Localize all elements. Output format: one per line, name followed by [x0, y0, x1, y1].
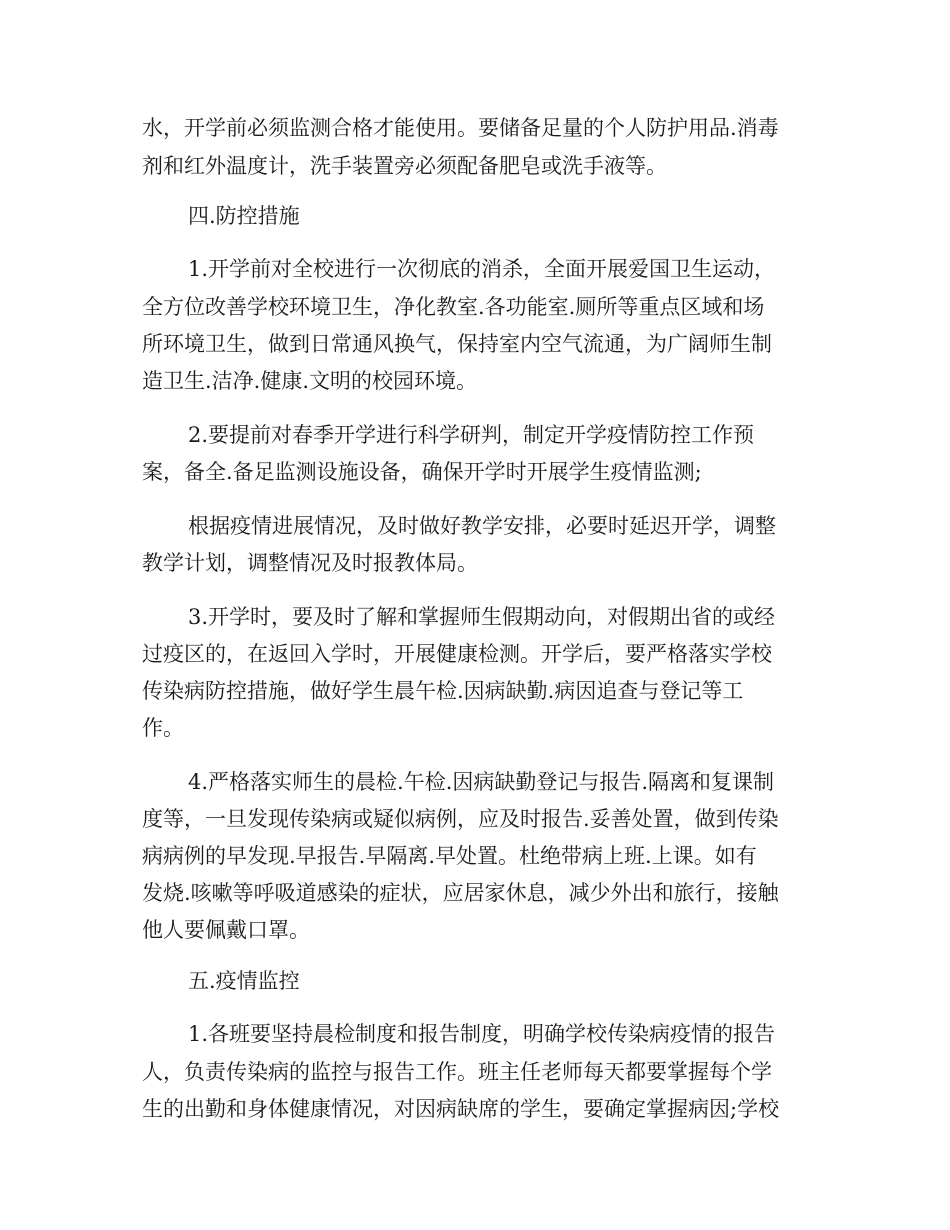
text-line: 教学计划，调整情况及时报教体局。 — [142, 551, 478, 575]
text-line: 根据疫情进展情况，及时做好教学安排，必要时延迟开学，调整 — [188, 514, 776, 538]
text-line: 3.开学时，要及时了解和掌握师生假期动向，对假期出省的或经 — [188, 605, 776, 629]
text-line: 4.严格落实师生的晨检.午检.因病缺勤登记与报告.隔离和复课制 — [188, 770, 775, 794]
text-line: 造卫生.洁净.健康.文明的校园环境。 — [142, 369, 478, 393]
section-heading: 五.疫情监控 — [188, 969, 300, 993]
text-line: 1.开学前对全校进行一次彻底的消杀，全面开展爱国卫生运动， — [188, 257, 776, 281]
text-line: 人，负责传染病的监控与报告工作。班主任老师每天都要掌握每个学 — [142, 1060, 772, 1084]
section-heading: 四.防控措施 — [188, 204, 300, 228]
text-line: 案，备全.备足监测设施设备，确保开学时开展学生疫情监测; — [142, 460, 702, 484]
text-line: 他人要佩戴口罩。 — [142, 918, 310, 942]
text-line: 作。 — [142, 716, 184, 740]
text-line: 所环境卫生，做到日常通风换气，保持室内空气流通，为广阔师生制 — [142, 332, 772, 356]
text-line: 水，开学前必须监测合格才能使用。要储备足量的个人防护用品.消毒 — [142, 116, 779, 140]
text-line: 度等，一旦发现传染病或疑似病例，应及时报告.妥善处置，做到传染 — [142, 807, 779, 831]
text-line: 剂和红外温度计，洗手装置旁必须配备肥皂或洗手液等。 — [142, 154, 667, 178]
text-line: 传染病防控措施，做好学生晨午检.因病缺勤.病因追查与登记等工 — [142, 679, 744, 703]
text-line: 过疫区的，在返回入学时，开展健康检测。开学后，要严格落实学校 — [142, 642, 772, 666]
text-line: 2.要提前对春季开学进行科学研判，制定开学疫情防控工作预 — [188, 423, 755, 447]
text-line: 发烧.咳嗽等呼吸道感染的症状，应居家休息，减少外出和旅行，接触 — [142, 881, 779, 905]
text-line: 病病例的早发现.早报告.早隔离.早处置。杜绝带病上班.上课。如有 — [142, 844, 757, 868]
text-line: 1.各班要坚持晨检制度和报告制度，明确学校传染病疫情的报告 — [188, 1022, 776, 1046]
text-line: 生的出勤和身体健康情况，对因病缺席的学生，要确定掌握病因;学校 — [142, 1097, 780, 1121]
text-line: 全方位改善学校环境卫生，净化教室.各功能室.厕所等重点区域和场 — [142, 295, 765, 319]
